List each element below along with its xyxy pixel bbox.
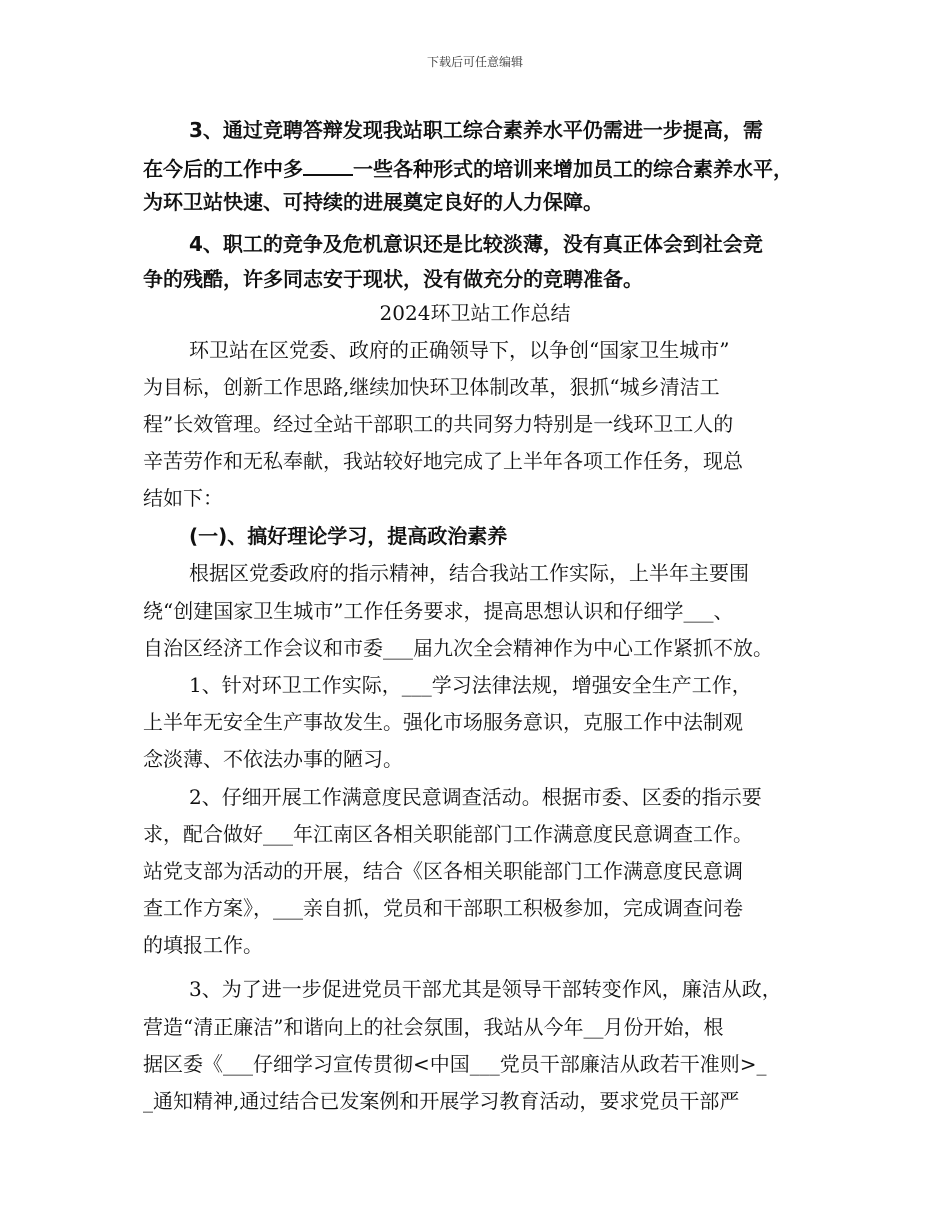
paragraph-line: 1、针对环卫工作实际，___学习法律法规，增强安全生产工作， (189, 673, 752, 697)
paragraph-line: 念淡薄、不依法办事的陋习。 (143, 747, 403, 771)
fill-in-blank (303, 154, 353, 176)
paragraph-line: 为环卫站快速、可持续的进展奠定良好的人力保障。 (143, 190, 603, 214)
paragraph-line: 争的残酷，许多同志安于现状，没有做充分的竞聘准备。 (143, 267, 643, 291)
paragraph-line: 上半年无安全生产事故发生。强化市场服务意识，克服工作中法制观 (143, 710, 743, 734)
paragraph-line: 3、为了进一步促进党员干部尤其是领导干部转变作风，廉洁从政， (189, 977, 782, 1001)
paragraph-line: _通知精神,通过结合已发案例和开展学习教育活动，要求党员干部严 (143, 1089, 740, 1113)
paragraph-line: 3、通过竞聘答辩发现我站职工综合素养水平仍需进一步提高，需 (189, 118, 763, 142)
paragraph-line: 4、职工的竞争及危机意识还是比较淡薄，没有真正体会到社会竞 (189, 232, 763, 256)
paragraph-line: 辛苦劳作和无私奉献，我站较好地完成了上半年各项工作任务，现总 (143, 449, 743, 473)
paragraph-line: 查工作方案》，___亲自抓，党员和干部职工积极参加，完成调查问卷 (143, 896, 743, 920)
paragraph-line: 程”长效管理。经过全站干部职工的共同努力特别是一线环卫工人的 (143, 412, 734, 436)
paragraph-line: 结如下： (143, 486, 223, 510)
section-heading: (一)、搞好理论学习，提高政治素养 (189, 524, 508, 548)
paragraph-line: 的填报工作。 (143, 933, 263, 957)
page-header-note: 下载后可任意编辑 (426, 55, 523, 69)
text-segment: 一些各种形式的培训来增加员工的综合素养水平， (353, 157, 793, 181)
paragraph-line: 为目标，创新工作思路,继续加快环卫体制改革，狠抓“城乡清洁工 (143, 375, 720, 399)
paragraph-line: 根据区党委政府的指示精神，结合我站工作实际，上半年主要围 (189, 561, 749, 585)
paragraph-line: 环卫站在区党委、政府的正确领导下，以争创“国家卫生城市” (189, 338, 730, 362)
paragraph-line: 绕“创建国家卫生城市”工作任务要求，提高思想认识和仔细学___、 (143, 599, 734, 623)
text-segment: 在今后的工作中多 (143, 157, 303, 181)
paragraph-line: 站党支部为活动的开展，结合《区各相关职能部门工作满意度民意调 (143, 859, 743, 883)
document-title: 2024环卫站工作总结 (379, 301, 571, 325)
paragraph-line (143, 154, 793, 183)
paragraph-line: 营造“清正廉洁”和谐向上的社会氛围，我站从今年__月份开始，根 (143, 1015, 724, 1039)
paragraph-line: 据区委《___仔细学习宣传贯彻<中国___党员干部廉洁从政若干准则>_ (143, 1052, 767, 1076)
paragraph-line: 求，配合做好___年江南区各相关职能部门工作满意度民意调查工作。 (143, 822, 753, 846)
paragraph-line: 2、仔细开展工作满意度民意调查活动。根据市委、区委的指示要 (189, 785, 762, 809)
paragraph-line: 自治区经济工作会议和市委___届九次全会精神作为中心工作紧抓不放。 (143, 636, 773, 660)
